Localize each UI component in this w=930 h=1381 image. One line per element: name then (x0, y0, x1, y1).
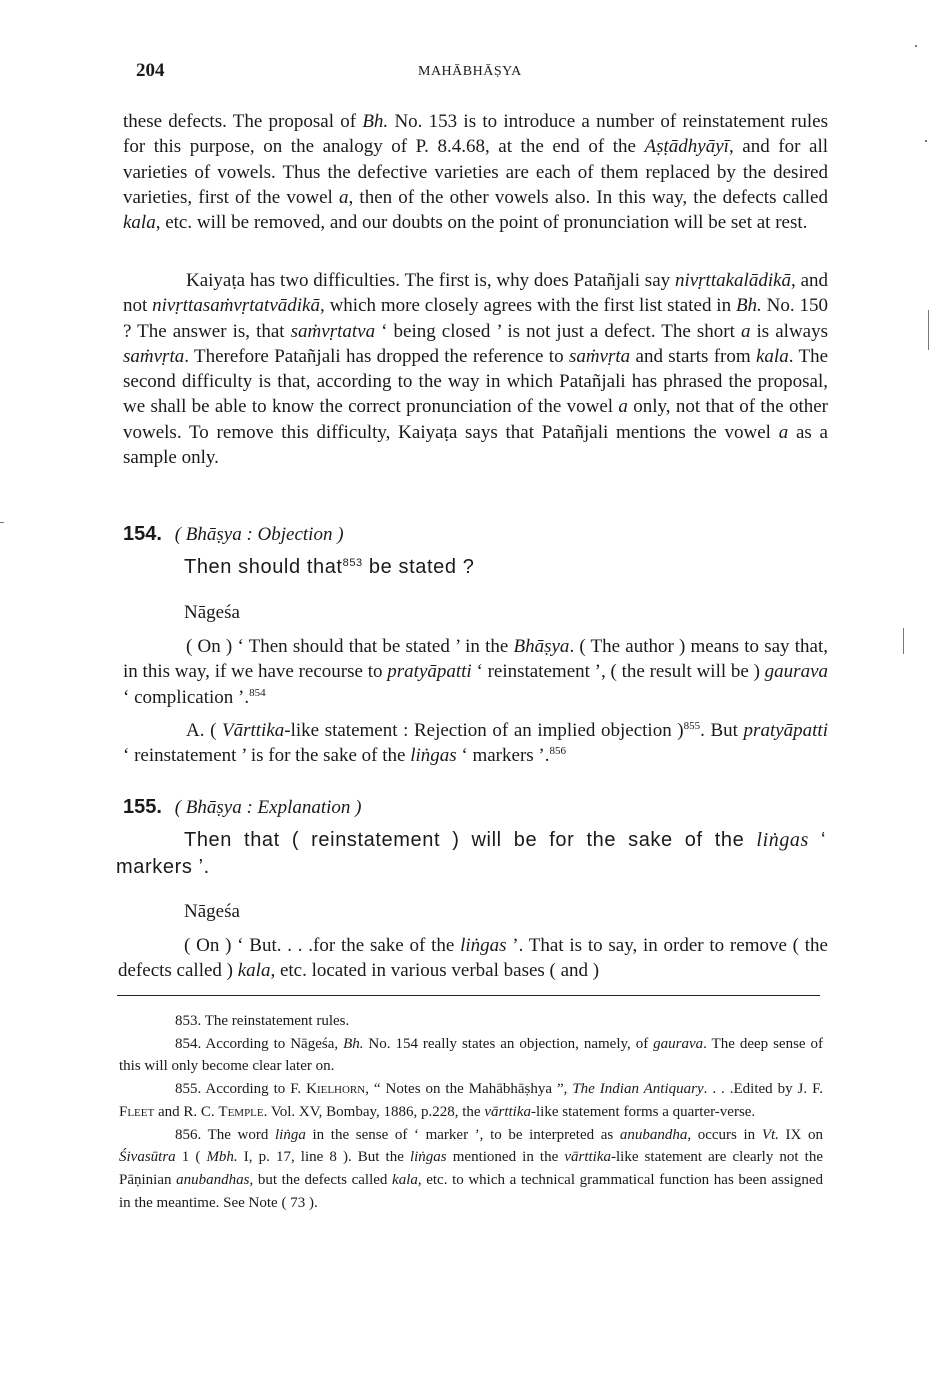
section-number: 155. (123, 796, 162, 818)
nagesa-label: Nāgeśa (184, 602, 240, 623)
footnote-ref: 856 (549, 745, 566, 758)
bhasya-text-155: Then that ( reinstatement ) will be for the sake of the liṅgas ‘ markers ’. (116, 829, 827, 878)
section-number: 154. (123, 523, 162, 545)
footnote-ref: 853 (342, 557, 363, 569)
section-label: ( Bhāṣya : Explanation ) (174, 797, 362, 818)
scan-mark (928, 310, 929, 350)
scan-mark (925, 140, 927, 142)
section-155-heading (123, 796, 361, 819)
footnotes (119, 1010, 823, 1214)
footnote-ref: 854 (249, 686, 266, 699)
footnote-855: 855. According to F. Kielhorn, “ Notes on the Mahābhāṣhya ”, The Indian Antiquary. . . .Edited by J. F. Fleet and R. C. Temple. Vol. XV, Bombay, 1886, p.228, the vārttika-like statement forms a quarter-verse. (119, 1081, 823, 1120)
footnote-rule (117, 995, 820, 996)
footnote-856: 856. The word liṅga in the sense of ‘ marker ’, to be interpreted as anubandha, occurs in Vt. IX on Śivasūtra 1 ( Mbh. I, p. 17, line 8 ). But the liṅgas mentioned in the vārttika-like statement are clearly not the Pāṇinian anubandhas, but the defects called kala, etc. to which a technical grammatical function has been assigned in the meantime. See Note ( 73 ). (119, 1126, 824, 1211)
section-label: ( Bhāṣya : Objection ) (174, 524, 344, 545)
scan-mark (915, 45, 917, 47)
scan-mark (903, 628, 904, 654)
paragraph-kaiyata: Kaiyaṭa has two difficulties. The first is, why does Patañjali say nivṛttakalādikā, and not nivṛttasaṁvṛtatvādikā, which more closely agrees with the first list stated in Bh. No. 150 ? The answer is, that saṁvṛtatva ‘ being closed ’ is not just a defect. The short a is always saṁvṛta. Therefore Patañjali has dropped the reference to saṁvṛta and starts from kala. The second difficulty is that, according to the way in which Patañjali has phrased the proposal, we shall be able to know the correct pronunciation of the vowel a only, not that of the other vowels. To remove this difficulty, Kaiyaṭa says that Patañjali mentions the vowel a as a sample only. (123, 270, 829, 469)
scan-mark (0, 522, 4, 523)
running-head: MAHĀBHĀṢYA (418, 64, 522, 79)
footnote-853: 853. The reinstatement rules. (175, 1013, 350, 1029)
section-154-heading (123, 523, 344, 546)
nagesa-label: Nāgeśa (184, 901, 240, 922)
nagesa-commentary-155: ( On ) ‘ But. . . .for the sake of the liṅgas ’. That is to say, in order to remove ( the defects called ) kala, etc. located in various verbal bases ( and ) (118, 935, 828, 982)
page-number: 204 (136, 60, 165, 81)
footnote-854: 854. According to Nāgeśa, Bh. No. 154 really states an objection, namely, of gaurava. The deep sense of this will only become clear later on. (119, 1035, 823, 1075)
varttika-statement-154: A. ( Vārttika-like statement : Rejection of an implied objection )$^{855}$. But pratyāpatti ‘ reinstatement ’ is for the sake of the liṅgas ‘ markers ’.$^{856}$ (123, 720, 828, 767)
nagesa-commentary-154: ( On ) ‘ Then should that be stated ’ in the Bhāṣya. ( The author ) means to say that, in this way, if we have recourse to pratyāpatti ‘ reinstatement ’, ( the result will be ) gaurava ‘ complication ’.$^{854}$ (123, 636, 828, 708)
bhasya-text-154: Then should that$^{853}$ be stated ? (184, 556, 475, 578)
footnote-ref: 855 (683, 720, 701, 732)
paragraph-continuation: these defects. The proposal of Bh. No. 153 is to introduce a number of reinstatement rules for this purpose, on the analogy of P. 8.4.68, at the end of the Aṣṭādhyāyī, and for all varieties of vowels. Thus the defective varieties are each of them replaced by the desired varieties, first of the vowel a, then of the other vowels also. In this way, the defects called kala, etc. will be removed, and our doubts on the point of pronunciation will be set at rest. (123, 111, 829, 234)
